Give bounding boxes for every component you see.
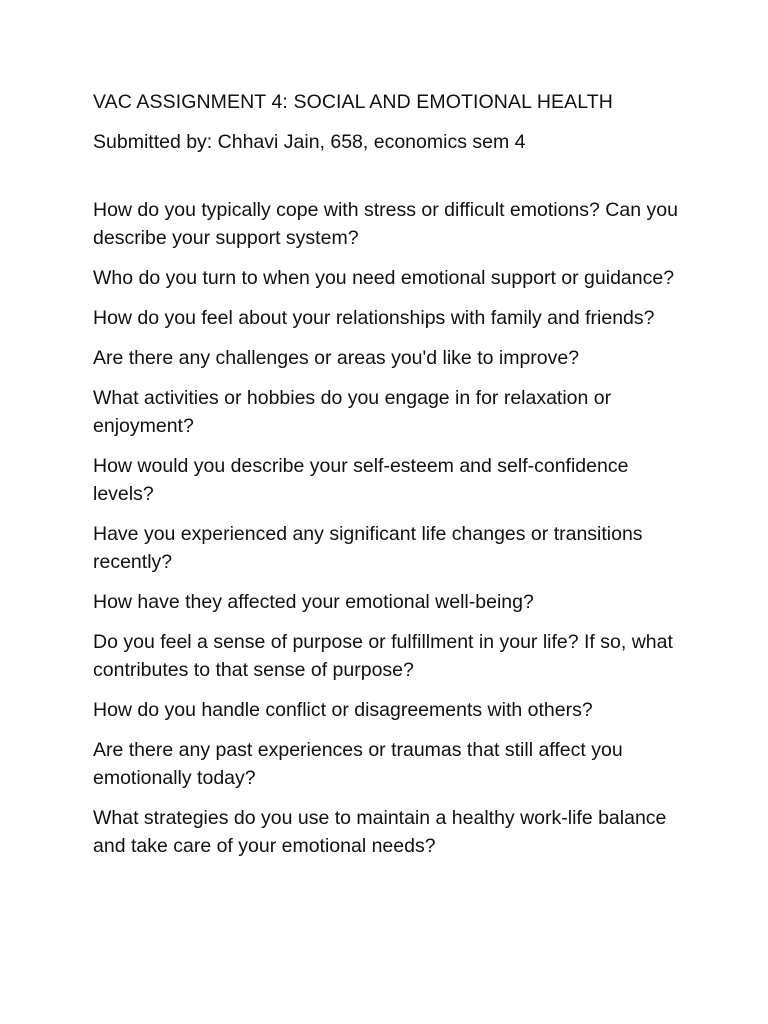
- question-item: Are there any past experiences or traumas that still affect you emotionally today?: [93, 739, 623, 789]
- question-item: How would you describe your self-esteem and self-confidence levels?: [93, 455, 629, 505]
- question-item: Do you feel a sense of purpose or fulfillment in your life? If so, what contributes to that sense of purpose?: [93, 631, 673, 681]
- question-item: How do you feel about your relationships with family and friends?: [93, 307, 655, 329]
- question-item: What activities or hobbies do you engage in for relaxation or enjoyment?: [93, 387, 612, 437]
- submitted-by-line: Submitted by: Chhavi Jain, 658, economics sem 4: [93, 131, 526, 153]
- question-item: How do you typically cope with stress or difficult emotions? Can you describe your support system?: [93, 199, 678, 249]
- question-item: Who do you turn to when you need emotional support or guidance?: [93, 267, 675, 289]
- question-list: [93, 196, 693, 860]
- question-item: What strategies do you use to maintain a healthy work-life balance and take care of your emotional needs?: [93, 807, 667, 857]
- question-item: Are there any challenges or areas you'd like to improve?: [93, 347, 580, 369]
- question-item: How do you handle conflict or disagreements with others?: [93, 699, 593, 721]
- document-title: VAC ASSIGNMENT 4: SOCIAL AND EMOTIONAL HEALTH: [93, 91, 613, 113]
- document-content: [93, 88, 693, 872]
- question-item: Have you experienced any significant life changes or transitions recently?: [93, 523, 643, 573]
- question-item: How have they affected your emotional well-being?: [93, 591, 534, 613]
